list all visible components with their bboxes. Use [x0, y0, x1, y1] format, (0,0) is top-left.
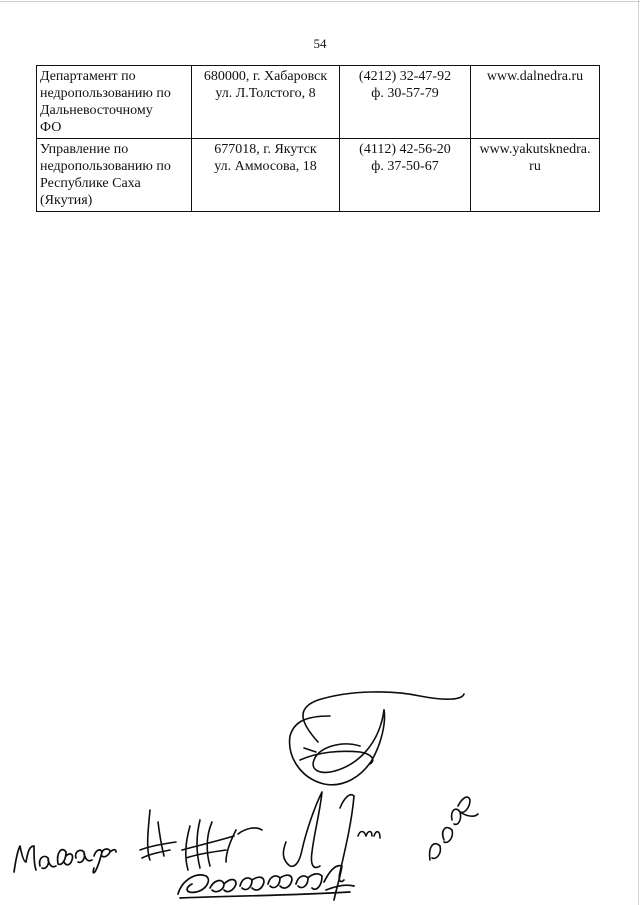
address-line: 677018, г. Якутск [214, 142, 317, 157]
signature-right-initials [430, 797, 478, 860]
organization-line: ФО [40, 120, 62, 135]
fax-line: ф. 30-57-79 [371, 86, 439, 101]
organization-line: недропользованию по [40, 159, 171, 174]
signature-left-name [14, 846, 116, 873]
organization-line: (Якутия) [40, 193, 93, 208]
website-line: www.yakutsknedra. [479, 142, 591, 157]
address-line: 680000, г. Хабаровск [203, 69, 328, 84]
phone-line: (4112) 42-56-20 [359, 142, 451, 157]
signature-loop-mark [290, 692, 464, 785]
address-line: ул. Л.Толстого, 8 [215, 86, 316, 101]
fax-line: ф. 37-50-67 [371, 159, 439, 174]
organization-line: Республике Саха [40, 176, 141, 191]
website-line: www.dalnedra.ru [486, 69, 584, 84]
organization-line: Управление по [40, 142, 129, 157]
phone-line: (4212) 32-47-92 [358, 69, 452, 84]
page-number: 54 [313, 36, 327, 51]
organization-line: недропользованию по [40, 86, 171, 101]
organization-line: Дальневосточному [40, 103, 153, 118]
signature-bottom-name [178, 866, 354, 900]
website-line: ru [529, 159, 541, 174]
signature-middle-marks [140, 792, 380, 882]
address-line: ул. Аммосова, 18 [214, 159, 317, 174]
organization-line: Департамент по [40, 69, 136, 84]
